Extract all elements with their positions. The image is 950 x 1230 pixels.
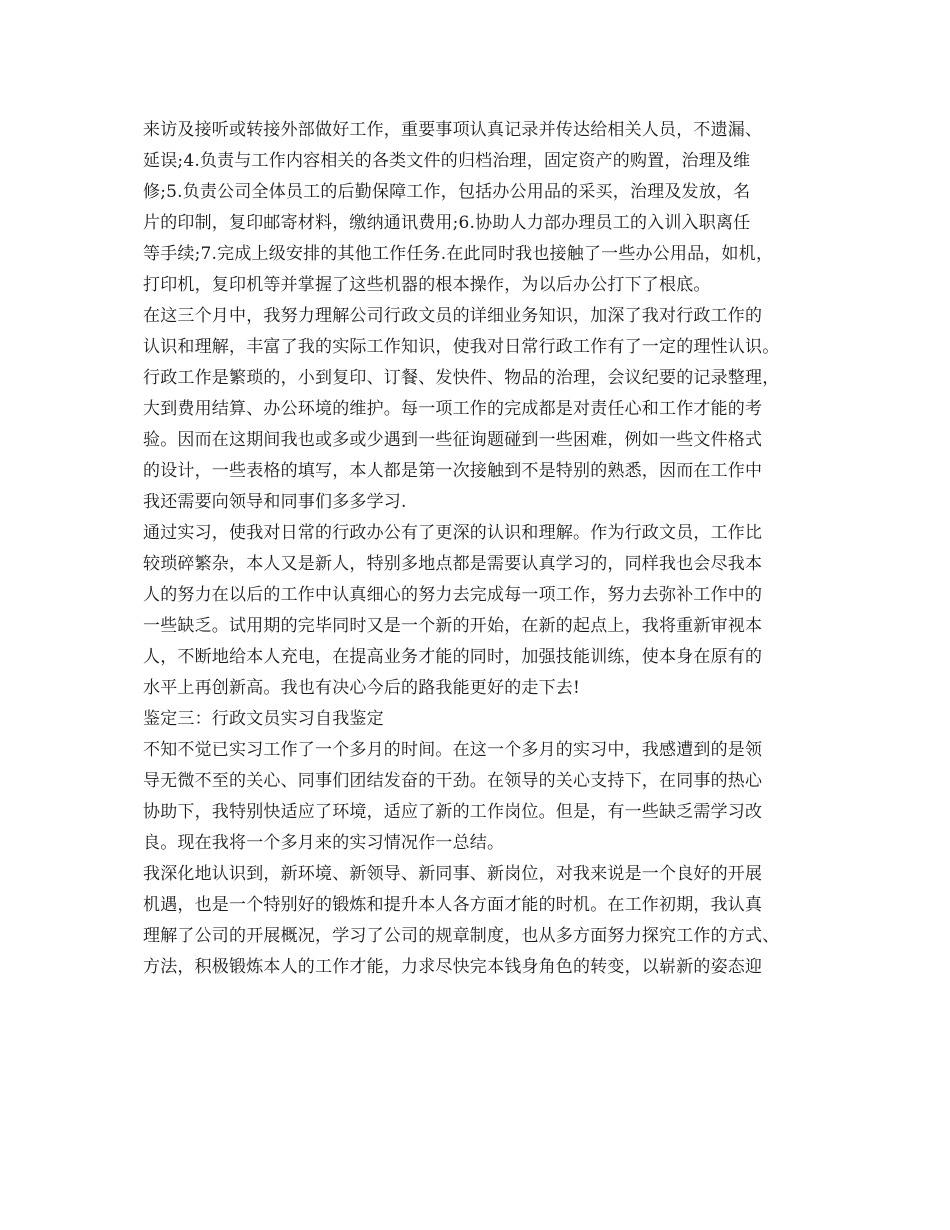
text-line: 一些缺乏。试用期的完毕同时又是一个新的开始，在新的起点上，我将重新审视本 [143, 616, 763, 636]
text-line: 较琐碎繁杂，本人又是新人，特别多地点都是需要认真学习的，同样我也会尽我本 [143, 554, 763, 574]
text-line: 人，不断地给本人充电，在提高业务才能的同时，加强技能训练，使本身在原有的 [143, 647, 763, 667]
text-line: 理解了公司的开展概况，学习了公司的规章制度，也从多方面努力探究工作的方式、 [143, 926, 780, 946]
text-line: 在这三个月中，我努力理解公司行政文员的详细业务知识，加深了我对行政工作的 [143, 306, 763, 326]
document-body [143, 115, 823, 983]
text-line: 通过实习，使我对日常的行政办公有了更深的认识和理解。作为行政文员，工作比 [143, 523, 763, 543]
text-line: 来访及接听或转接外部做好工作，重要事项认真记录并传达给相关人员，不遗漏、 [143, 120, 763, 140]
text-line: 延误;4.负责与工作内容相关的各类文件的归档治理，固定资产的购置，治理及维 [143, 151, 751, 171]
text-line: 大到费用结算、办公环境的维护。每一项工作的完成都是对责任心和工作才能的考 [143, 399, 763, 419]
text-line: 的设计，一些表格的填写，本人都是第一次接触到不是特别的熟悉，因而在工作中 [143, 461, 763, 481]
text-line: 我深化地认识到，新环境、新领导、新同事、新岗位，对我来说是一个良好的开展 [143, 864, 763, 884]
text-line: 机遇，也是一个特别好的锻炼和提升本人各方面才能的时机。在工作初期，我认真 [143, 895, 763, 915]
text-line: 修;5.负责公司全体员工的后勤保障工作，包括办公用品的采买，治理及发放，名 [143, 182, 751, 202]
text-line: 方法，积极锻炼本人的工作才能，力求尽快完本钱身角色的转变，以崭新的姿态迎 [143, 957, 763, 977]
text-line: 片的印制，复印邮寄材料，缴纳通讯费用;6.协助人力部办理员工的入训入职离任 [143, 213, 751, 233]
text-line: 等手续;7.完成上级安排的其他工作任务.在此同时我也接触了一些办公用品，如机， [143, 244, 774, 264]
text-line: 人的努力在以后的工作中认真细心的努力去完成每一项工作，努力去弥补工作中的 [143, 585, 763, 605]
text-line: 打印机，复印机等并掌握了这些机器的根本操作，为以后办公打下了根底。 [143, 275, 711, 295]
text-line: 不知不觉已实习工作了一个多月的时间。在这一个多月的实习中，我感遭到的是领 [143, 740, 763, 760]
text-line: 认识和理解，丰富了我的实际工作知识，使我对日常行政工作有了一定的理性认识。 [143, 337, 780, 357]
text-line: 行政工作是繁琐的，小到复印、订餐、发快件、物品的治理，会议纪要的记录整理， [143, 368, 780, 388]
text-line: 良。现在我将一个多月来的实习情况作一总结。 [143, 833, 505, 853]
section-heading: 鉴定三：行政文员实习自我鉴定 [143, 709, 384, 729]
text-line: 我还需要向领导和同事们多多学习. [143, 492, 407, 512]
text-line: 协助下，我特别快适应了环境，适应了新的工作岗位。但是，有一些缺乏需学习改 [143, 802, 763, 822]
text-line: 水平上再创新高。我也有决心今后的路我能更好的走下去! [143, 678, 581, 698]
text-line: 验。因而在这期间我也或多或少遇到一些征询题碰到一些困难，例如一些文件格式 [143, 430, 763, 450]
text-line: 导无微不至的关心、同事们团结发奋的干劲。在领导的关心支持下，在同事的热心 [143, 771, 763, 791]
